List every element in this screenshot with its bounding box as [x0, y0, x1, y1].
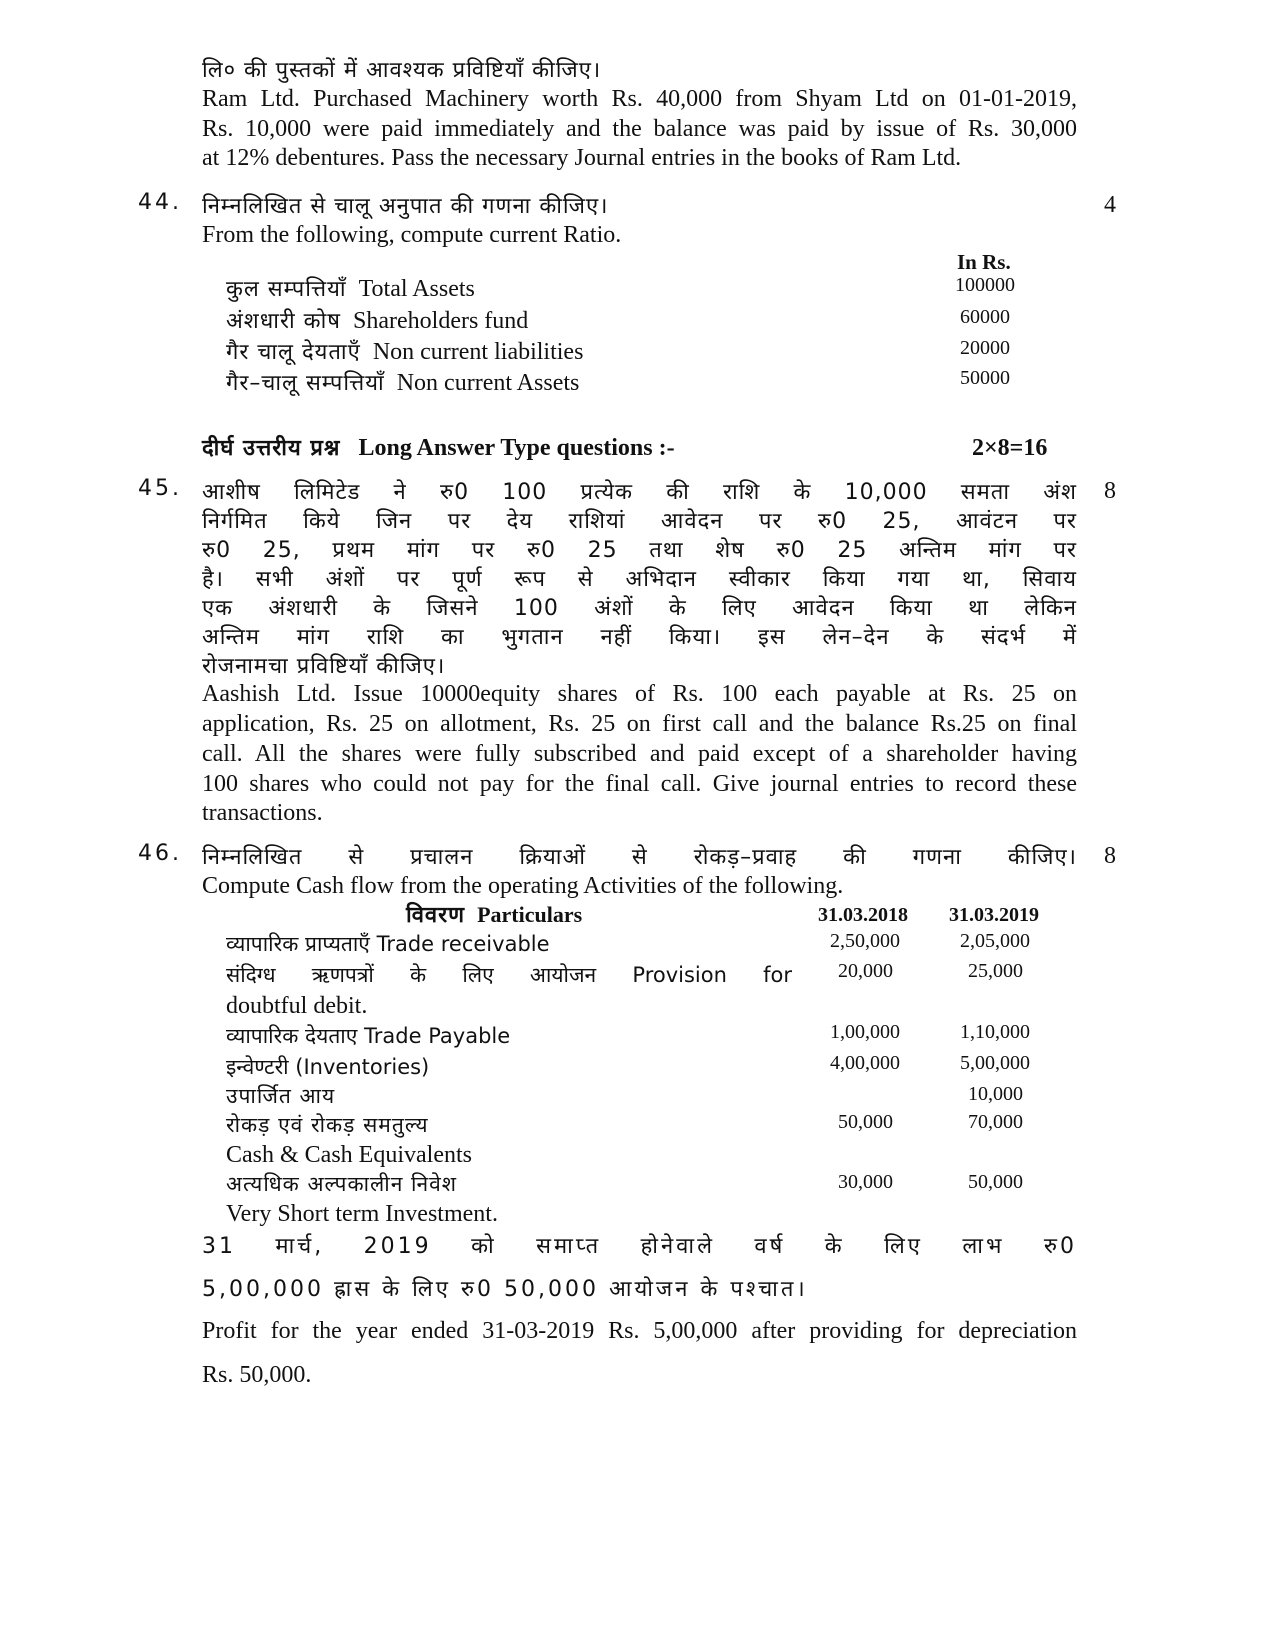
q44-row-hindi: अंशधारी कोष [226, 309, 341, 334]
q45-english-line: application, Rs. 25 on allotment, Rs. 25 on first call and the balance Rs.25 on final [202, 711, 1077, 737]
q44-unit-header: In Rs. [957, 250, 1011, 274]
q45-english-line: transactions. [202, 800, 323, 826]
q46-row-label: अत्यधिक अल्पकालीन निवेश [226, 1172, 458, 1196]
q44-row-value: 50000 [960, 367, 1010, 389]
q44-row-hindi: गैर चालू देयताएँ [226, 340, 361, 365]
q46-row-label: रोकड़ एवं रोकड़ समतुल्य [226, 1113, 429, 1137]
q45-hindi-line: रोजनामचा प्रविष्टियाँ कीजिए। [202, 654, 446, 679]
q46-row-value-2019: 5,00,000 [960, 1052, 1030, 1074]
q44-row-value: 100000 [955, 274, 1015, 296]
q44-row-english: Non current Assets [396, 370, 580, 396]
q45-hindi-line: निर्गमित किये जिन पर देय राशियां आवेदन पर रु0 25, आवंटन पर [202, 509, 1077, 534]
q46-row-value-2019: 2,05,000 [960, 930, 1030, 952]
q45-english-line: Aashish Ltd. Issue 10000equity shares of Rs. 100 each payable at Rs. 25 on [202, 681, 1077, 707]
q46-row-label: इन्वेण्टरी (Inventories) [226, 1055, 430, 1079]
q46-table-header-col2: 31.03.2019 [949, 904, 1039, 926]
q46-row-value-2019: 25,000 [968, 960, 1023, 982]
intro-english-line-2: Rs. 10,000 were paid immediately and the balance was paid by issue of Rs. 30,000 [202, 116, 1077, 142]
q44-number: 44. [138, 190, 182, 215]
q46-header-english: Particulars [477, 902, 583, 927]
section-heading-english: Long Answer Type questions :- [358, 435, 675, 461]
q44-row-english: Total Assets [358, 276, 475, 302]
q46-number: 46. [138, 841, 182, 866]
q46-marks: 8 [1104, 843, 1116, 869]
q46-row-value-2018: 4,00,000 [830, 1052, 900, 1074]
intro-english-line-1: Ram Ltd. Purchased Machinery worth Rs. 40,000 from Shyam Ltd on 01-01-2019, [202, 86, 1077, 112]
q46-row-value-2019: 10,000 [968, 1083, 1023, 1105]
intro-english-line-3: at 12% debentures. Pass the necessary Journal entries in the books of Ram Ltd. [202, 145, 962, 171]
q46-row-value-2018: 20,000 [838, 960, 893, 982]
q46-header-hindi: विवरण [406, 903, 466, 928]
q46-row-label: व्यापारिक प्राप्यताएँ Trade receivable [226, 932, 550, 956]
q46-hindi-prompt: निम्नलिखित से प्रचालन क्रियाओं से रोकड़–प्रवाह की गणना कीजिए। [202, 845, 1077, 870]
q46-row-value-2019: 50,000 [968, 1171, 1023, 1193]
q44-row-english: Shareholders fund [353, 308, 529, 334]
section-marks: 2×8=16 [972, 435, 1048, 461]
q44-row-hindi: गैर–चालू सम्पत्तियाँ [226, 371, 385, 396]
q46-table-header-col1: 31.03.2018 [818, 904, 908, 926]
q46-row-value-2018: 1,00,000 [830, 1021, 900, 1043]
q45-hindi-line: रु0 25, प्रथम मांग पर रु0 25 तथा शेष रु0 25 अन्तिम मांग पर [202, 538, 1077, 563]
q44-row [226, 305, 528, 336]
q46-english-prompt: Compute Cash flow from the operating Activities of the following. [202, 873, 844, 899]
q46-english-note-line: Profit for the year ended 31-03-2019 Rs. 5,00,000 after providing for depreciation [202, 1318, 1077, 1344]
q44-row-value: 20000 [960, 337, 1010, 359]
q46-english-note-line: Rs. 50,000. [202, 1362, 312, 1388]
q44-row [226, 336, 583, 367]
q45-hindi-line: अन्तिम मांग राशि का भुगतान नहीं किया। इस लेन–देन के संदर्भ में [202, 625, 1077, 650]
q46-row-label: व्यापारिक देयताए Trade Payable [226, 1024, 511, 1048]
q44-row [226, 367, 579, 398]
q46-hindi-note-line: 5,00,000 ह्रास के लिए रु0 50,000 आयोजन के पश्चात। [202, 1277, 808, 1302]
q45-hindi-line: एक अंशधारी के जिसने 100 अंशों के लिए आवेदन किया था लेकिन [202, 596, 1077, 621]
section-heading [202, 432, 675, 463]
q46-row-label-cont: Cash & Cash Equivalents [226, 1142, 472, 1168]
intro-hindi-line: लि० की पुस्तकों में आवश्यक प्रविष्टियाँ कीजिए। [202, 58, 602, 83]
q44-english-prompt: From the following, compute current Ratio. [202, 222, 622, 248]
q44-row-value: 60000 [960, 306, 1010, 328]
q44-row-hindi: कुल सम्पत्तियाँ [226, 277, 347, 302]
q46-table-header-particulars [406, 899, 582, 930]
q46-row-value-2019: 70,000 [968, 1111, 1023, 1133]
q45-number: 45. [138, 476, 182, 501]
q46-row-label: संदिग्ध ऋणपत्रों के लिए आयोजन Provision for [226, 963, 792, 987]
q44-row-english: Non current liabilities [372, 339, 584, 365]
q45-english-line: 100 shares who could not pay for the final call. Give journal entries to record these [202, 771, 1077, 797]
q44-row [226, 273, 475, 304]
section-heading-hindi: दीर्घ उत्तरीय प्रश्न [202, 436, 341, 461]
q46-row-label-cont: Very Short term Investment. [226, 1201, 498, 1227]
q46-row-label: उपार्जित आय [226, 1084, 336, 1108]
q45-hindi-line: है। सभी अंशों पर पूर्ण रूप से अभिदान स्वीकार किया गया था, सिवाय [202, 567, 1077, 592]
q44-hindi-prompt: निम्नलिखित से चालू अनुपात की गणना कीजिए। [202, 194, 609, 219]
q46-row-value-2018: 50,000 [838, 1111, 893, 1133]
q46-row-value-2018: 2,50,000 [830, 930, 900, 952]
q45-marks: 8 [1104, 478, 1116, 504]
q45-english-line: call. All the shares were fully subscribed and paid except of a shareholder having [202, 741, 1077, 767]
q46-row-value-2019: 1,10,000 [960, 1021, 1030, 1043]
q46-hindi-note-line: 31 मार्च, 2019 को समाप्त होनेवाले वर्ष के लिए लाभ रु0 [202, 1234, 1077, 1259]
q46-row-label-cont: doubtful debit. [226, 993, 368, 1019]
q46-row-value-2018: 30,000 [838, 1171, 893, 1193]
q44-marks: 4 [1104, 192, 1116, 218]
q45-hindi-line: आशीष लिमिटेड ने रु0 100 प्रत्येक की राशि के 10,000 समता अंश [202, 480, 1077, 505]
